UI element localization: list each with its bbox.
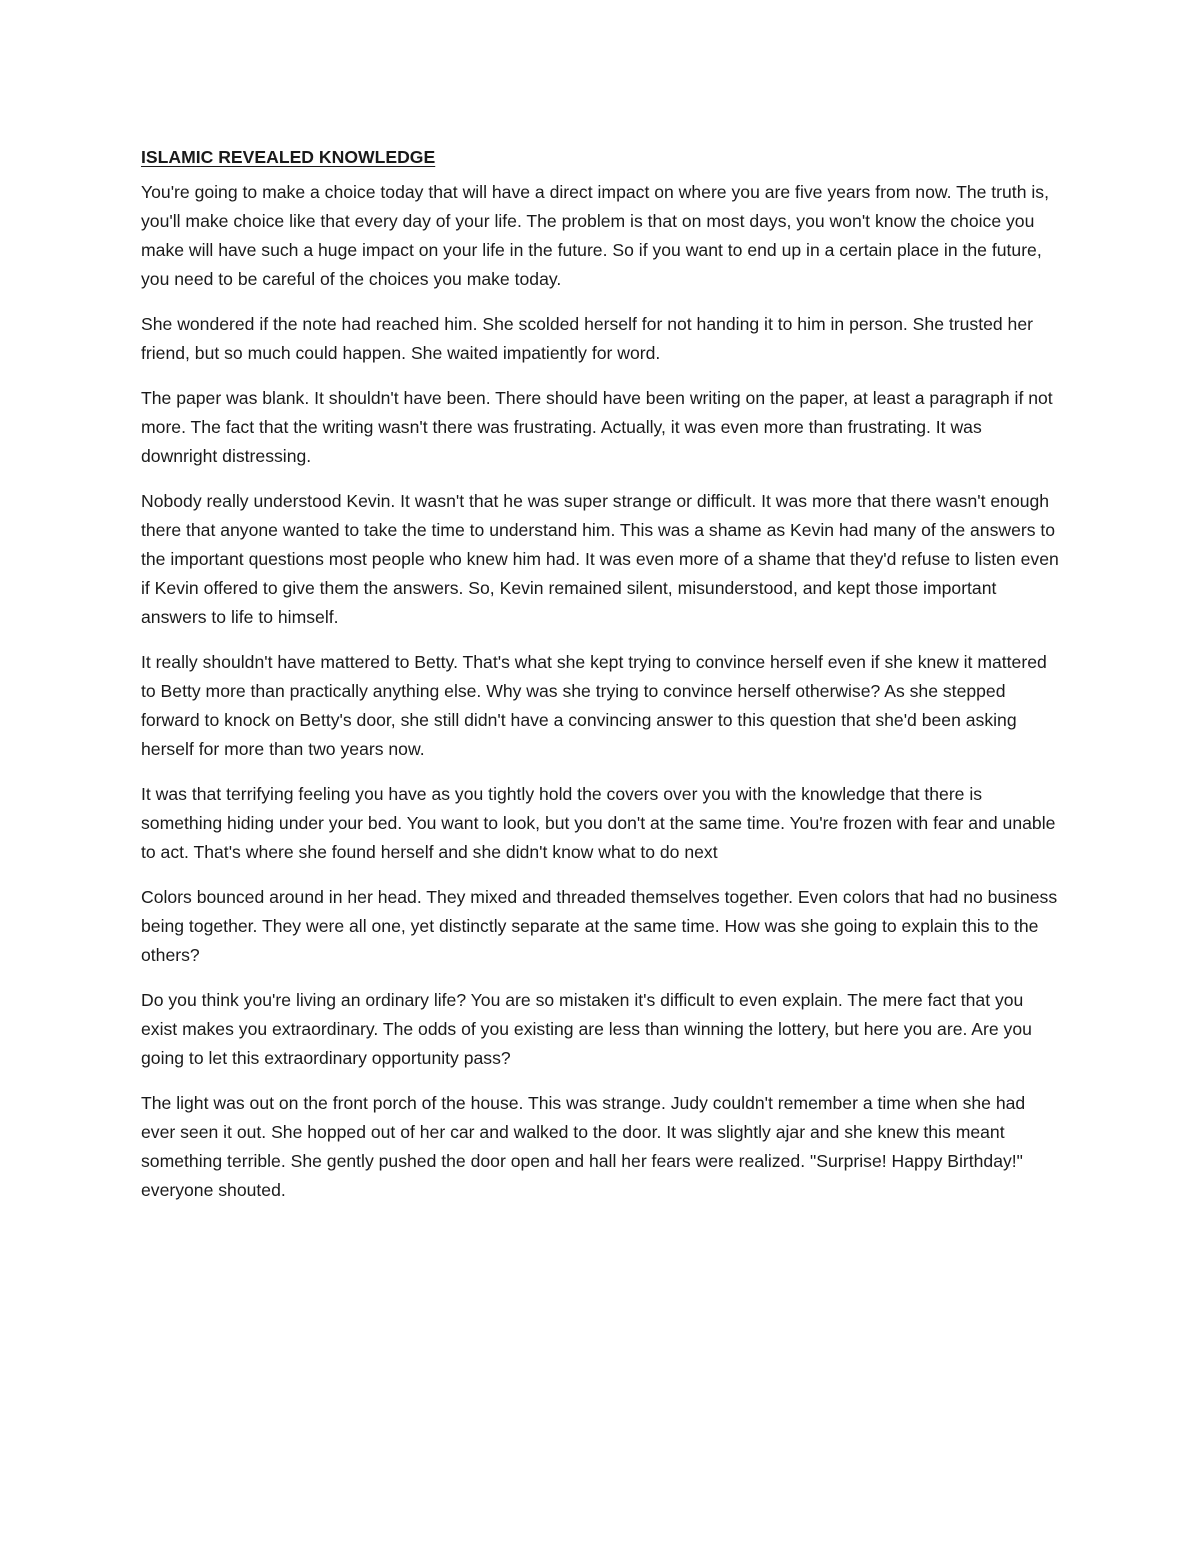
paragraph-8: Do you think you're living an ordinary life? You are so mistaken it's difficult to even explain. The mere fact that you exist makes you extraordinary. The odds of you existing are less than winning the lottery, but here you are. Are you going to let this extraordinary opportunity pass? [141, 990, 1032, 1068]
document-body [141, 145, 1061, 1221]
paragraph-4: Nobody really understood Kevin. It wasn't that he was super strange or difficult. It was more that there wasn't enough there that anyone wanted to take the time to understand him. This was a shame as Kevin had many of the answers to the important questions most people who knew him had. It was even more of a shame that they'd refuse to listen even if Kevin offered to give them the answers. So, Kevin remained silent, misunderstood, and kept those important answers to life to himself. [141, 491, 1059, 627]
paragraph-3: The paper was blank. It shouldn't have been. There should have been writing on the paper, at least a paragraph if not more. The fact that the writing wasn't there was frustrating. Actually, it was even more than frustrating. It was downright distressing. [141, 388, 1053, 466]
paragraph-1: You're going to make a choice today that will have a direct impact on where you are five years from now. The truth is, you'll make choice like that every day of your life. The problem is that on most days, you won't know the choice you make will have such a huge impact on your life in the future. So if you want to end up in a certain place in the future, you need to be careful of the choices you make today. [141, 182, 1049, 289]
paragraph-7: Colors bounced around in her head. They mixed and threaded themselves together. Even colors that had no business being together. They were all one, yet distinctly separate at the same time. How was she going to explain this to the others? [141, 887, 1058, 965]
paragraph-2: She wondered if the note had reached him. She scolded herself for not handing it to him in person. She trusted her friend, but so much could happen. She waited impatiently for word. [141, 314, 1033, 363]
paragraph-6: It was that terrifying feeling you have as you tightly hold the covers over you with the knowledge that there is something hiding under your bed. You want to look, but you don't at the same time. You're frozen with fear and unable to act. That's where she found herself and she didn't know what to do next [141, 784, 1056, 862]
paragraph-9: The light was out on the front porch of the house. This was strange. Judy couldn't remember a time when she had ever seen it out. She hopped out of her car and walked to the door. It was slightly ajar and she knew this meant something terrible. She gently pushed the door open and hall her fears were realized. "Surprise! Happy Birthday!" everyone shouted. [141, 1093, 1026, 1200]
paragraph-5: It really shouldn't have mattered to Betty. That's what she kept trying to convince herself even if she knew it mattered to Betty more than practically anything else. Why was she trying to convince herself otherwise? As she stepped forward to knock on Betty's door, she still didn't have a convincing answer to this question that she'd been asking herself for more than two years now. [141, 652, 1047, 759]
document-title: ISLAMIC REVEALED KNOWLEDGE [141, 147, 436, 167]
